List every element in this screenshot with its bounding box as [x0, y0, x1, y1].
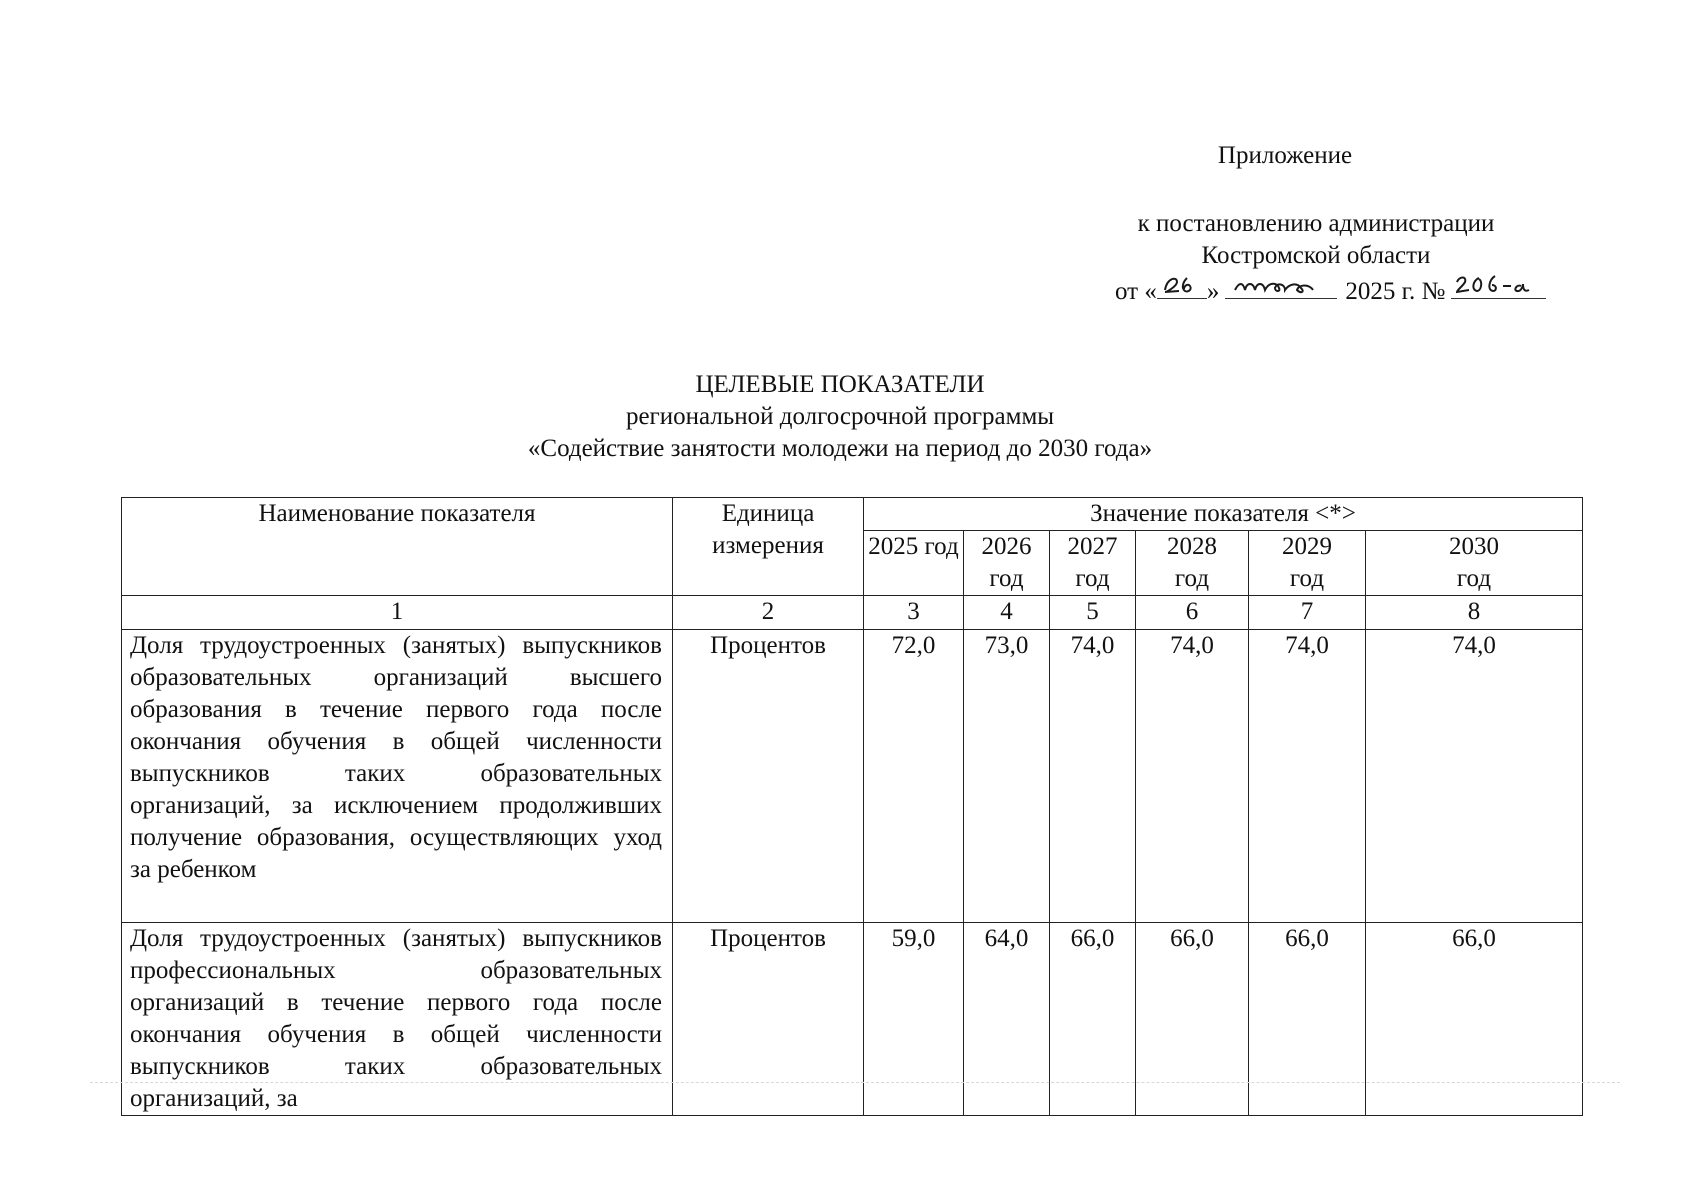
indicator-value: 66,0 — [1050, 923, 1136, 1116]
header-year: 2025 год — [864, 531, 964, 596]
column-number: 7 — [1249, 596, 1366, 630]
table-row — [122, 923, 1583, 1116]
indicator-unit: Процентов — [673, 630, 864, 923]
header-row — [122, 498, 1583, 531]
scan-artifact-line — [90, 1082, 1620, 1083]
header-year: 2026 год — [964, 531, 1050, 596]
indicator-value: 73,0 — [964, 630, 1050, 923]
indicator-value: 66,0 — [1366, 923, 1583, 1116]
decree-line-1: к постановлению администрации — [1137, 210, 1495, 237]
date-mid: » — [1206, 278, 1220, 305]
indicator-value: 64,0 — [964, 923, 1050, 1116]
title-subheading: региональной долгосрочной программы — [625, 403, 1055, 430]
column-number: 8 — [1366, 596, 1583, 630]
header-unit: Единица измерения — [673, 498, 864, 596]
column-number: 5 — [1050, 596, 1136, 630]
indicator-value: 72,0 — [864, 630, 964, 923]
column-number: 4 — [964, 596, 1050, 630]
document-title — [400, 369, 1280, 465]
date-prefix: от « — [1115, 278, 1157, 305]
header-year: 2030 год — [1366, 531, 1583, 596]
appendix-label: Приложение — [1217, 142, 1353, 169]
program-name: «Содействие занятости молодежи на период до 2030 года» — [527, 435, 1153, 462]
header-value-group: Значение показателя <*> — [864, 498, 1583, 531]
column-number: 3 — [864, 596, 964, 630]
decree-line-2: Костромской области — [1201, 242, 1431, 269]
indicator-value: 74,0 — [1366, 630, 1583, 923]
indicator-unit: Процентов — [673, 923, 864, 1116]
decree-date-line — [1115, 276, 1546, 308]
indicator-value: 74,0 — [1050, 630, 1136, 923]
handwritten-decree-number — [1451, 298, 1546, 299]
header-year: 2027 год — [1050, 531, 1136, 596]
indicator-value: 66,0 — [1136, 923, 1249, 1116]
column-number: 2 — [673, 596, 864, 630]
date-year: 2025 г. № — [1345, 278, 1446, 305]
table-row — [122, 630, 1583, 923]
indicator-name: Доля трудоустроенных (занятых) выпускников образовательных организаций высшего образования в течение первого года после окончания обучения в общей численности выпускников таких образовательных организаций, за исключением продолживших получение образования, осуществляющих уход за ребенком — [122, 630, 673, 923]
column-number: 1 — [122, 596, 673, 630]
header-year: 2029 год — [1249, 531, 1366, 596]
indicators-table — [121, 497, 1583, 1116]
indicator-name-cell — [122, 923, 673, 1116]
indicator-value: 66,0 — [1249, 923, 1366, 1116]
indicator-value: 74,0 — [1249, 630, 1366, 923]
handwritten-month — [1225, 298, 1337, 299]
header-year: 2028 год — [1136, 531, 1249, 596]
indicator-value: 74,0 — [1136, 630, 1249, 923]
indicator-value: 59,0 — [864, 923, 964, 1116]
header-indicator-name: Наименование показателя — [122, 498, 673, 596]
title-heading: ЦЕЛЕВЫЕ ПОКАЗАТЕЛИ — [695, 371, 985, 398]
column-number-row — [122, 596, 1583, 630]
decree-reference — [1100, 208, 1532, 272]
indicator-name: Доля трудоустроенных (занятых) выпускников профессиональных образовательных организаций в течение первого года после окончания обучения в общей численности выпускников таких образовательных организаций, за — [130, 925, 662, 1112]
handwritten-day — [1157, 298, 1207, 299]
column-number: 6 — [1136, 596, 1249, 630]
